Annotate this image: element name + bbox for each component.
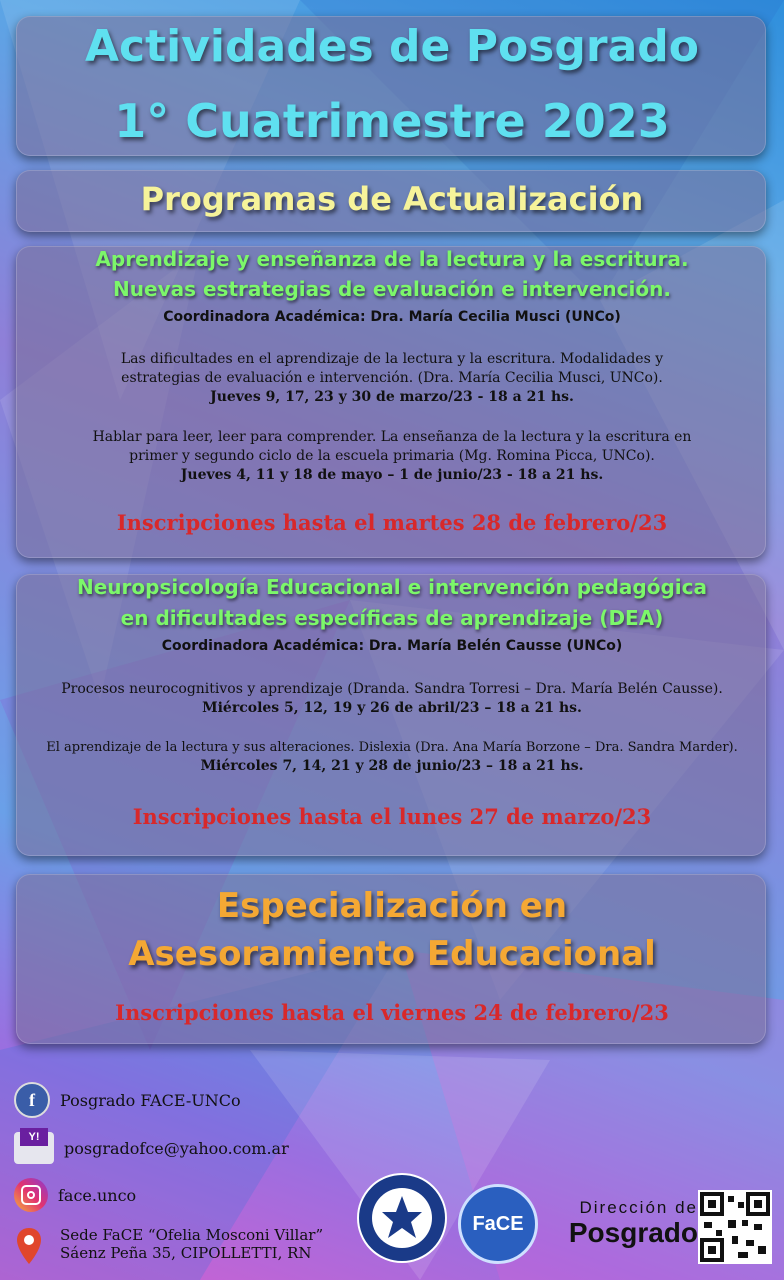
program1-coordinator: Coordinadora Académica: Dra. María Cecilia Musci (UNCo)	[163, 309, 621, 325]
program2-module1-line1: Procesos neurocognitivos y aprendizaje (Dranda. Sandra Torresi – Dra. María Belén Causse).	[61, 681, 723, 697]
location-pin-icon	[14, 1226, 44, 1266]
program1-module1-line1: Las dificultades en el aprendizaje de la lectura y la escritura. Modalidades y	[120, 351, 664, 367]
program1-module2-line1: Hablar para leer, leer para comprender. La enseñanza de la lectura y la escritura en	[92, 429, 692, 445]
program2-module1	[20, 680, 764, 718]
contact-email-label: posgradofce@yahoo.com.ar	[64, 1138, 289, 1158]
yahoo-mail-icon: Y!	[14, 1132, 54, 1164]
program1-module1-line2: estrategias de evaluación e intervención. (Dra. María Cecilia Musci, UNCo).	[121, 370, 663, 386]
contact-facebook[interactable]	[14, 1082, 241, 1118]
instagram-icon	[14, 1178, 48, 1212]
program1-registration: Inscripciones hasta el martes 28 de febrero/23	[116, 510, 668, 535]
specialization-title-line1: Especialización en	[216, 886, 568, 926]
university-seal-logo	[356, 1168, 448, 1268]
contact-address-line1: Sede FaCE “Ofelia Mosconi Villar”	[60, 1226, 324, 1244]
program1-module2-dates: Jueves 4, 11 y 18 de mayo – 1 de junio/23 - 18 a 21 hs.	[180, 467, 604, 483]
qr-code[interactable]	[698, 1190, 772, 1264]
contact-instagram[interactable]	[14, 1178, 136, 1212]
specialization-title-line2: Asesoramiento Educacional	[128, 934, 656, 974]
program1-module2	[60, 428, 724, 485]
specialization-registration: Inscripciones hasta el viernes 24 de febrero/23	[115, 1000, 669, 1025]
program1-module1	[60, 350, 724, 407]
facebook-icon: f	[14, 1082, 50, 1118]
program2-title-line1: Neuropsicología Educacional e intervención pedagógica	[77, 575, 707, 599]
program1-module2-line2: primer y segundo ciclo de la escuela primaria (Mg. Romina Picca, UNCo).	[129, 448, 655, 464]
section-title: Programas de Actualización	[140, 180, 644, 218]
program2-module1-dates: Miércoles 5, 12, 19 y 26 de abril/23 – 18 a 21 hs.	[202, 700, 582, 716]
contact-address-line2: Sáenz Peña 35, CIPOLLETTI, RN	[60, 1244, 312, 1262]
program2-module2-line1: El aprendizaje de la lectura y sus alteraciones. Dislexia (Dra. Ana María Borzone – Dra. Sandra Marder).	[46, 740, 738, 755]
contact-facebook-label: Posgrado FACE-UNCo	[60, 1090, 241, 1110]
program2-title-line2: en dificultades específicas de aprendizaje (DEA)	[120, 606, 664, 630]
program1-title-line2: Nuevas estrategias de evaluación e intervención.	[113, 277, 671, 301]
program2-module2-dates: Miércoles 7, 14, 21 y 28 de junio/23 – 18 a 21 hs.	[200, 758, 584, 774]
face-logo-text: FaCE	[472, 1212, 524, 1235]
direction-line2: Posgrado	[568, 1217, 698, 1248]
face-logo	[458, 1184, 538, 1264]
program2-registration: Inscripciones hasta el lunes 27 de marzo/23	[132, 804, 652, 829]
program1-title-line1: Aprendizaje y enseñanza de la lectura y la escritura.	[95, 247, 689, 271]
page-title-line1: Actividades de Posgrado	[85, 21, 699, 72]
page-title-line2: 1° Cuatrimestre 2023	[114, 94, 670, 148]
contact-address	[14, 1226, 323, 1266]
program1-module1-dates: Jueves 9, 17, 23 y 30 de marzo/23 - 18 a 21 hs.	[210, 389, 574, 405]
direction-logo-text	[538, 1198, 698, 1248]
program2-coordinator: Coordinadora Académica: Dra. María Belén Causse (UNCo)	[161, 638, 623, 654]
contact-email[interactable]	[14, 1132, 289, 1164]
contact-instagram-label: face.unco	[58, 1185, 137, 1205]
program2-module2	[20, 738, 764, 776]
direction-line1: Dirección de	[579, 1198, 698, 1217]
